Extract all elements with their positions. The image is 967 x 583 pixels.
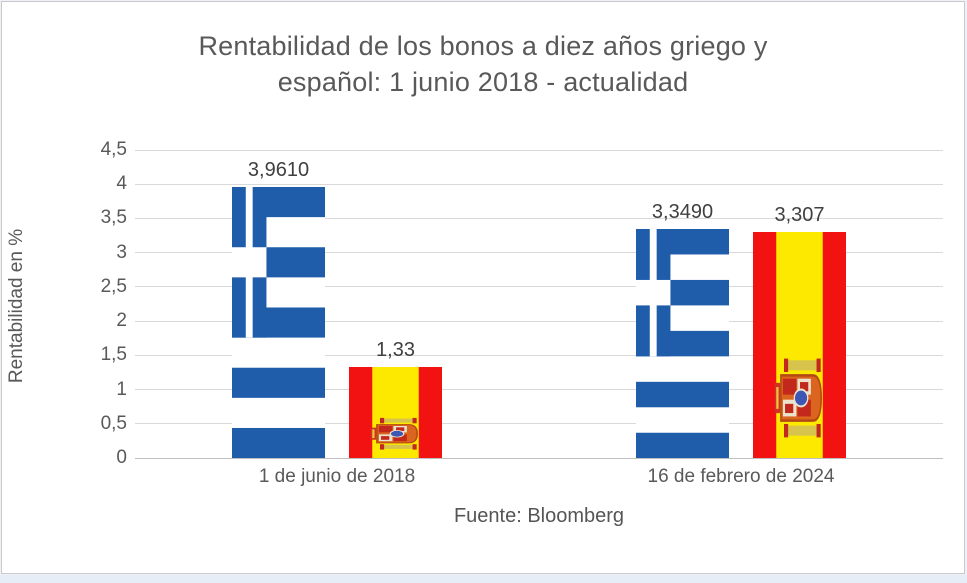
- y-tick-label: 2,5: [100, 275, 127, 297]
- y-tick-label: 0: [116, 447, 127, 468]
- chart-title-line-2: español: 1 junio 2018 - actualidad: [277, 67, 689, 97]
- y-tick-label: 4,5: [100, 139, 127, 160]
- y-tick-label: 2: [116, 310, 127, 332]
- chart-title: [2, 28, 964, 100]
- bar-grecia-1: [232, 187, 325, 458]
- bar-espana-2: [753, 232, 846, 458]
- chart-title-line-1: Rentabilidad de los bonos a diez años griego y: [198, 31, 768, 61]
- bar-value-label: 1,33: [376, 338, 415, 361]
- y-tick-label: 4: [116, 173, 127, 195]
- chart-area: [1, 1, 965, 574]
- bar-grecia-2: [636, 229, 729, 458]
- bar-value-label: 3,307: [774, 203, 825, 226]
- bar-value-label: 3,3490: [651, 200, 714, 223]
- y-tick-label: 1: [116, 378, 127, 400]
- y-axis-title: Rentabilidad en %: [6, 228, 27, 384]
- greece-flag-icon: [636, 229, 729, 458]
- bottom-strip: [0, 575, 967, 583]
- y-tick-label: 3,5: [100, 207, 127, 229]
- bar-espana-1: [349, 367, 442, 458]
- gridline: [135, 184, 943, 185]
- x-axis-category-label: 16 de febrero de 2024: [647, 466, 835, 487]
- x-axis-category-label: 1 de junio de 2018: [258, 466, 416, 487]
- greece-flag-icon: [232, 187, 325, 458]
- bar-value-label: 3,9610: [247, 158, 310, 181]
- spain-flag-icon: [753, 232, 846, 458]
- y-tick-label: 1,5: [100, 344, 127, 366]
- gridline: [135, 150, 943, 151]
- y-tick-label: 0,5: [100, 412, 127, 434]
- spain-flag-icon: [349, 367, 442, 458]
- source-label: Fuente: Bloomberg: [453, 505, 625, 527]
- y-tick-label: 3: [116, 241, 127, 263]
